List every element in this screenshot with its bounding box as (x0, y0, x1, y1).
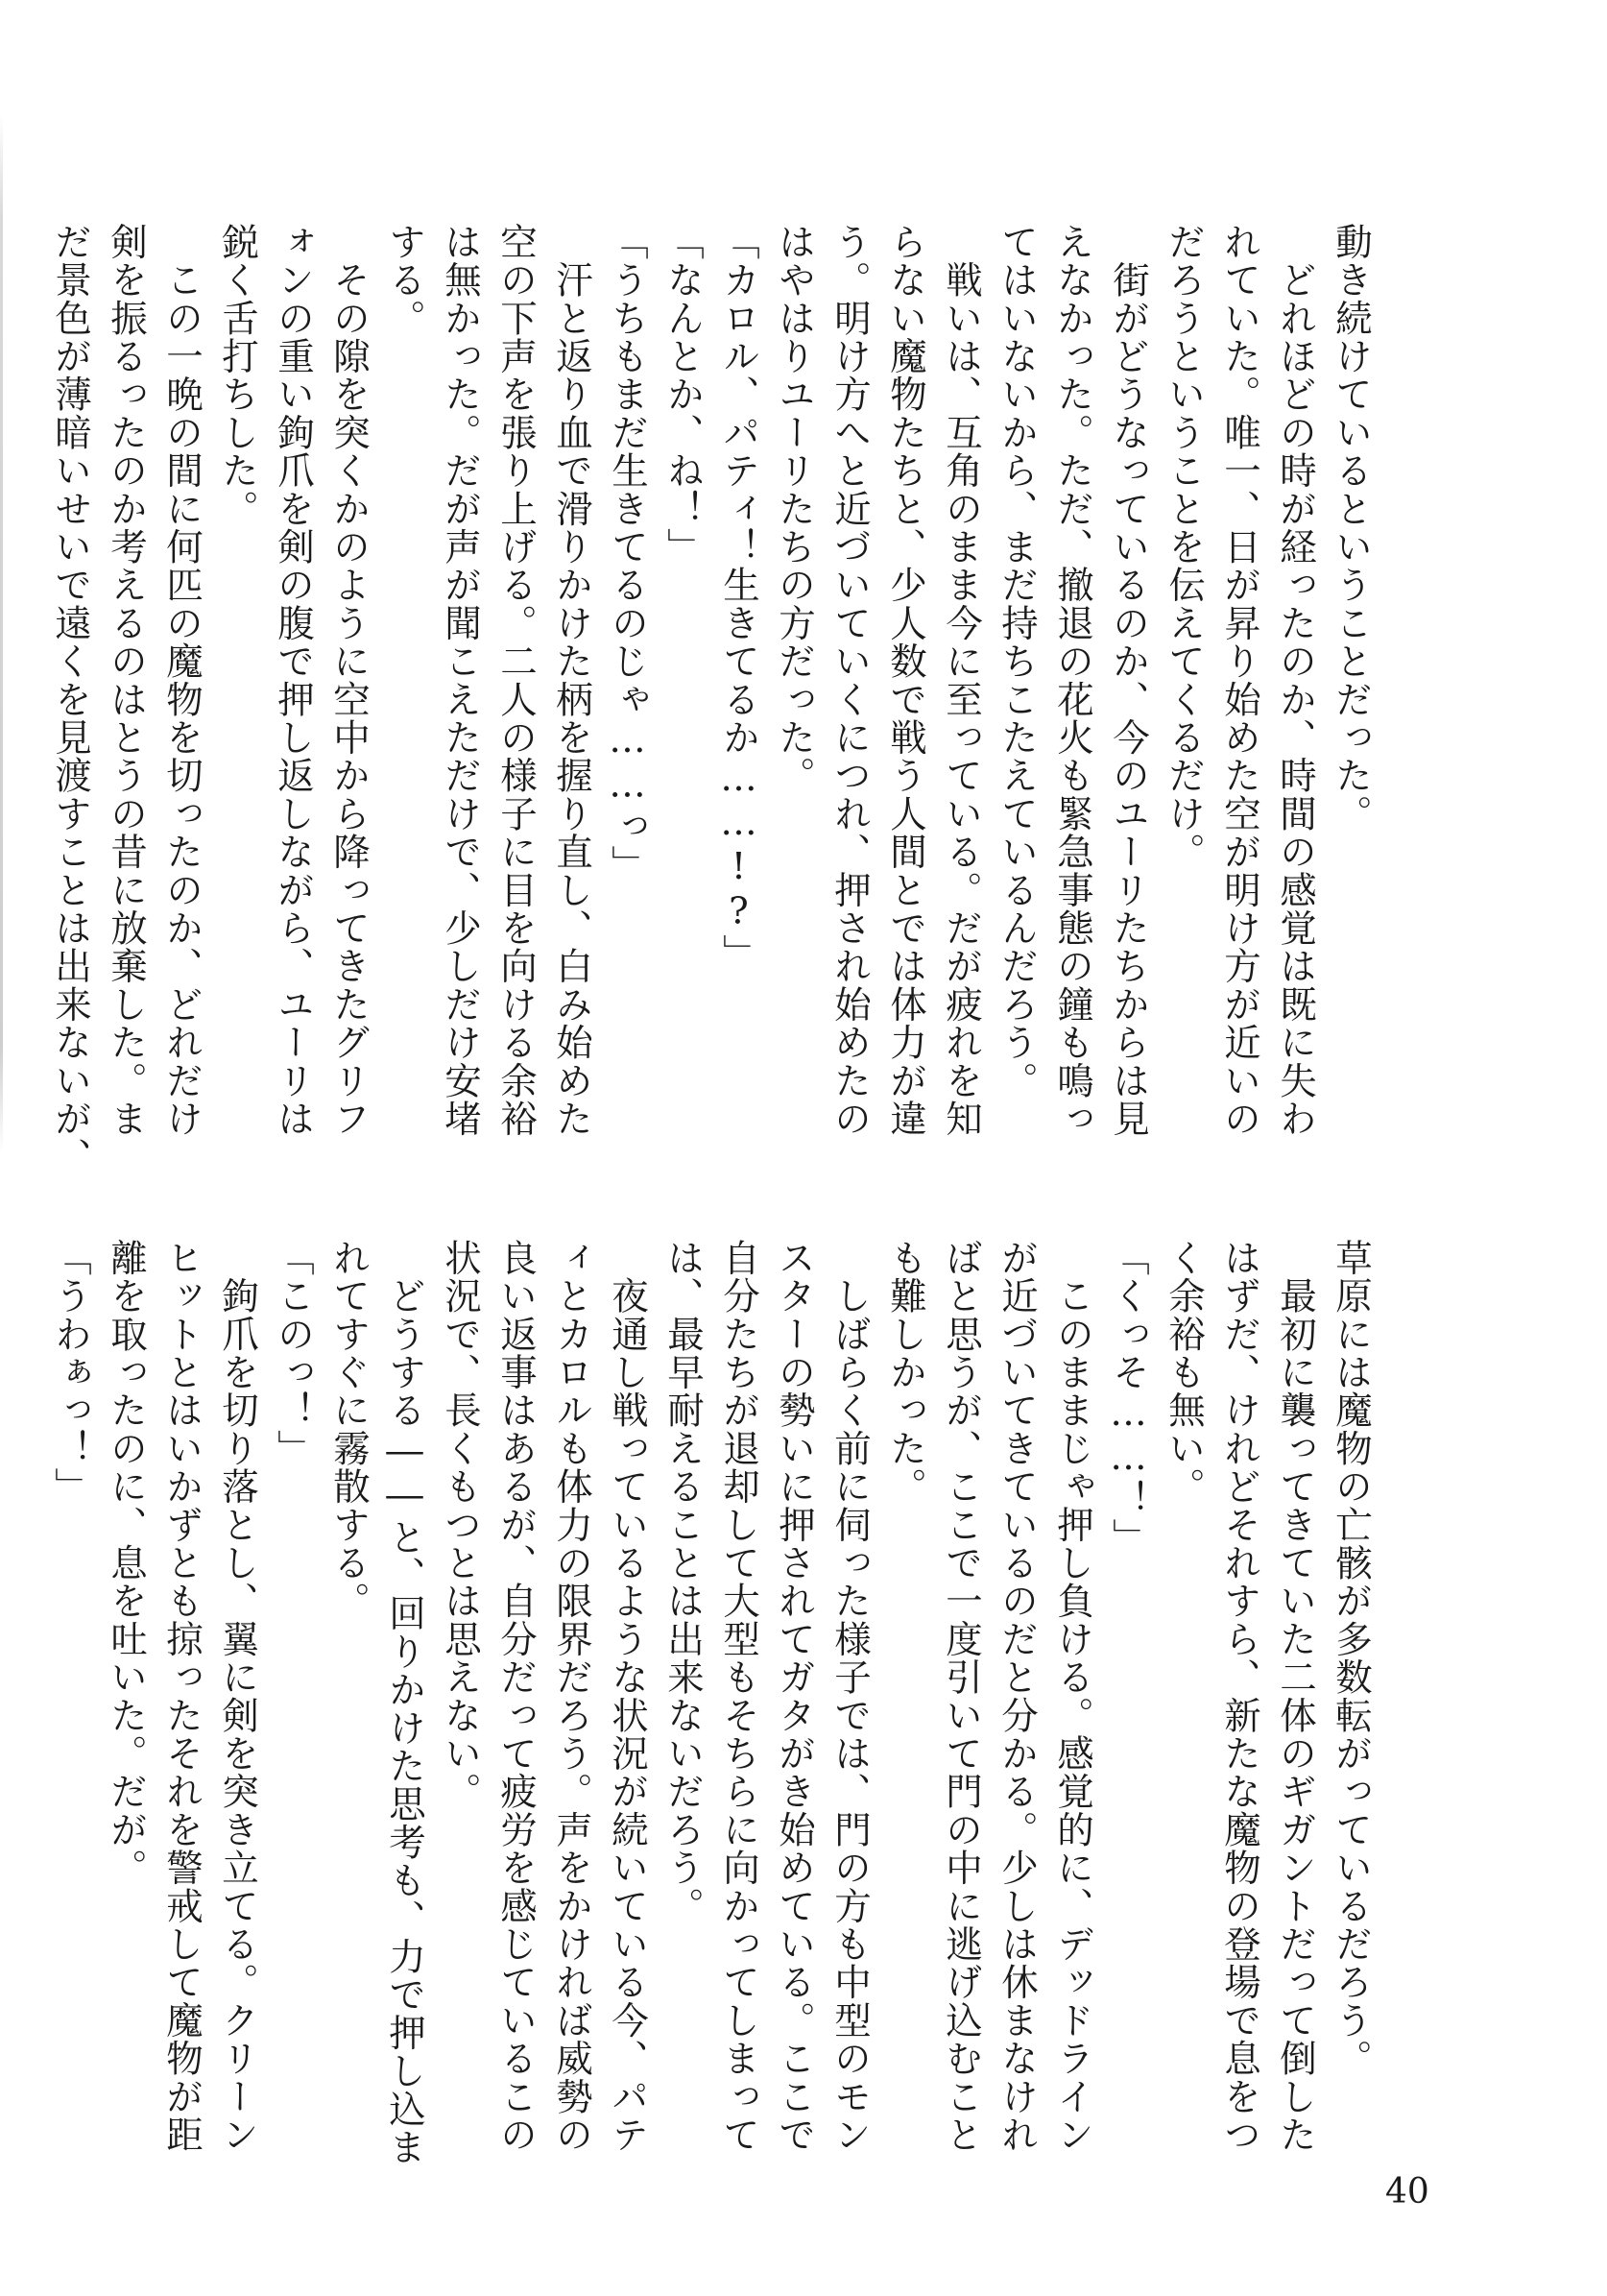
text-line: 戦いは、互角のまま今に至っている。だが疲れを知 (940, 223, 983, 1138)
text-line: する。 (383, 223, 426, 338)
text-line: てはいないから、まだ持ちこたえているんだろう。 (995, 223, 1039, 1100)
text-line: だろうということを伝えてくるだけ。 (1163, 223, 1206, 871)
text-line: 「カロル、パティ！生きてるか……!?」 (717, 223, 760, 973)
text-line: その隙を突くかのように空中から降ってきたグリフ (327, 223, 371, 1138)
text-line: 剣を振るったのか考えるのはとうの昔に放棄した。ま (105, 223, 148, 1138)
text-line: らない魔物たちと、少人数で戦う人間とでは体力が違 (884, 223, 927, 1138)
text-line: だ景色が薄暗いせいで遠くを見渡すことは出来ないが、 (49, 223, 92, 1176)
text-line: は無かった。だが声が聞こえただけで、少しだけ安堵 (439, 223, 482, 1138)
text-line: も難しかった。 (884, 1239, 927, 1506)
text-line: 夜通し戦っているような状況が続いている今、パテ (606, 1239, 649, 2154)
text-line: はやはりユーリたちの方だった。 (773, 223, 816, 795)
text-line: は、最早耐えることは出来ないだろう。 (661, 1239, 705, 1925)
text-line: 鉤爪を切り落とし、翼に剣を突き立てる。クリーン (216, 1239, 259, 2154)
text-line: れていた。唯一、日が昇り始めた空が明け方が近いの (1218, 223, 1261, 1138)
text-line: 「うちもまだ生きてるのじゃ……っ」 (606, 223, 649, 883)
text-line: 空の下声を張り上げる。二人の様子に目を向ける余裕 (494, 223, 538, 1138)
text-line: 動き続けているということだった。 (1330, 223, 1373, 834)
text-line: ィとカロルも体力の限界だろう。声をかければ威勢の (550, 1239, 593, 2154)
text-line: 「うわぁっ！」 (49, 1239, 92, 1506)
text-line: 離を取ったのに、息を吐いた。だが。 (105, 1239, 148, 1887)
text-line: 「くっそ……！」 (1107, 1239, 1150, 1557)
text-line: 街がどうなっているのか、今のユーリたちからは見 (1107, 223, 1150, 1138)
text-line: このままじゃ押し負ける。感覚的に、デッドライン (1051, 1239, 1094, 2154)
text-line: 「このっ！」 (272, 1239, 315, 1468)
text-line: 汗と返り血で滑りかけた柄を握り直し、白み始めた (550, 223, 593, 1138)
text-line: 状況で、長くもつとは思えない。 (439, 1239, 482, 1811)
text-line: ォンの重い鉤爪を剣の腹で押し返しながら、ユーリは (272, 223, 315, 1138)
text-line: 草原には魔物の亡骸が多数転がっているだろう。 (1330, 1239, 1373, 2078)
text-line: 良い返事はあるが、自分だって疲労を感じているこの (494, 1239, 538, 2154)
text-line: 自分たちが退却して大型もそちらに向かってしまって (717, 1239, 760, 2154)
text-line: く余裕も無い。 (1163, 1239, 1206, 1506)
text-line: 「なんとか、ね！」 (661, 223, 705, 567)
text-block-top (42, 223, 1379, 1176)
text-line: ばと思うが、ここで一度引いて門の中に逃げ込むこと (940, 1239, 983, 2154)
text-line: スターの勢いに押されてガタがき始めている。ここで (773, 1239, 816, 2154)
text-line: れてすぐに霧散する。 (327, 1239, 371, 1620)
text-line: ヒットとはいかずとも掠ったそれを警戒して魔物が距 (160, 1239, 204, 2154)
text-line: しばらく前に伺った様子では、門の方も中型のモン (828, 1239, 872, 2154)
text-line: が近づいてきているのだと分かる。少しは休まなけれ (995, 1239, 1039, 2154)
text-line: えなかった。ただ、撤退の花火も緊急事態の鐘も鳴っ (1051, 223, 1094, 1138)
page-binding-edge (0, 115, 3, 1152)
text-line: どうする――と、回りかけた思考も、力で押し込ま (383, 1239, 426, 2166)
text-line: どれほどの時が経ったのか、時間の感覚は既に失わ (1274, 223, 1317, 1138)
text-line: 鋭く舌打ちした。 (216, 223, 259, 528)
text-line: はずだ、けれどそれすら、新たな魔物の登場で息をつ (1218, 1239, 1261, 2154)
text-block-bottom (42, 1239, 1379, 2166)
page-number: 40 (1385, 2172, 1429, 2211)
text-line: 最初に襲ってきていた二体のギガントだって倒した (1274, 1239, 1317, 2154)
text-line: この一晩の間に何匹の魔物を切ったのか、どれだけ (160, 223, 204, 1138)
text-line: う。明け方へと近づいていくにつれ、押され始めたの (828, 223, 872, 1138)
